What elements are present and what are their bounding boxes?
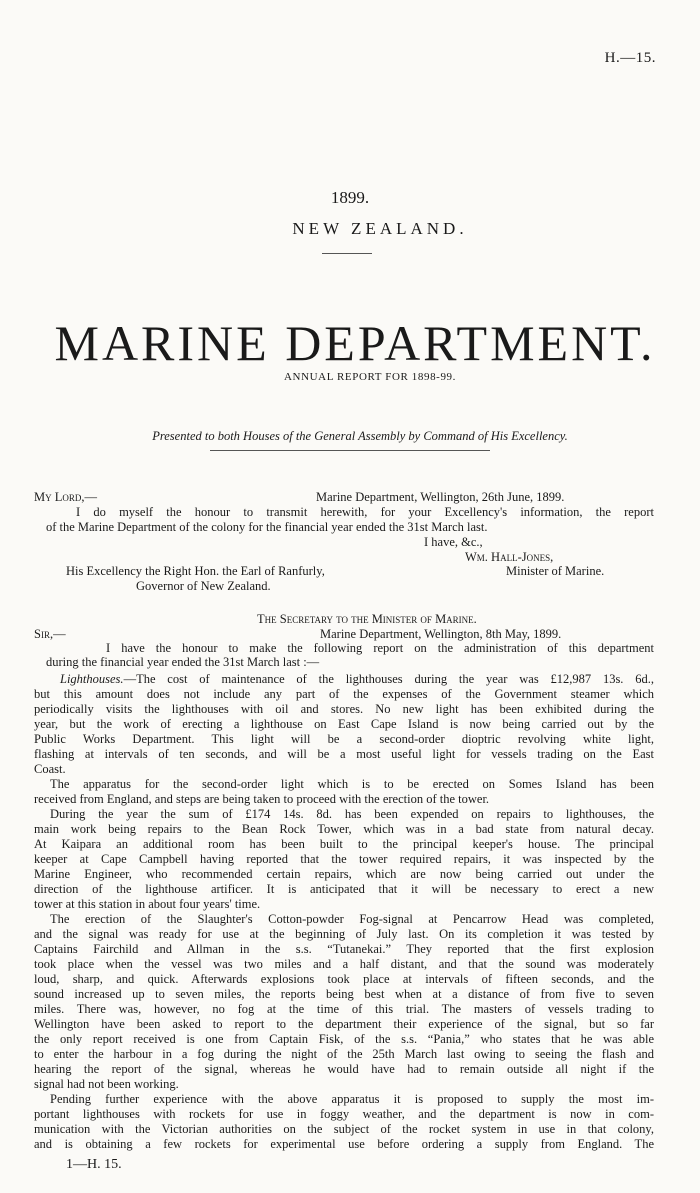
body-line: flashing at intervals of ten seconds, and will be a most useful light for vessels trading on the East xyxy=(34,747,654,761)
body-line: took place when the vessel was two miles and a half distant, and that the sound was moderately xyxy=(34,957,654,971)
body-line: and the signal was ready for use at the beginning of July last. On its completion it was tested by xyxy=(34,927,654,941)
letter1-body-line: I do myself the honour to transmit herewith, for your Excellency's information, the report xyxy=(76,505,654,519)
footer-signature: 1—H. 15. xyxy=(66,1157,122,1172)
body-line: Pending further experience with the above apparatus it is proposed to supply the most im- xyxy=(50,1092,654,1106)
report-subtitle: ANNUAL REPORT FOR 1898-99. xyxy=(283,371,456,383)
body-line: During the year the sum of £174 14s. 8d. has been expended on repairs to lighthouses, the xyxy=(50,807,654,821)
letter1-closing: I have, &c., xyxy=(424,535,483,549)
body-line: The erection of the Slaughter's Cotton-powder Fog-signal at Pencarrow Head was completed, xyxy=(50,912,654,926)
body-line: At Kaipara an additional room has been built to the principal keeper's house. The principal xyxy=(34,837,654,851)
body-line: but this amount does not include any part of the expenses of the Government steamer which xyxy=(34,687,654,701)
letter1-signer: Wm. Hall-Jones, xyxy=(465,550,554,564)
department-title: MARINE DEPARTMENT. xyxy=(54,315,656,371)
body-line: portant lighthouses with rockets for use in foggy weather, and the department is now in com- xyxy=(34,1107,654,1121)
presented-note: Presented to both Houses of the General Assembly by Command of His Excellency. xyxy=(152,429,568,443)
long-divider xyxy=(210,450,490,451)
body-line: munication with the Victorian authorities on the subject of the rocket system in use in that colony, xyxy=(34,1122,654,1136)
body-line: tower at this station in about four years' time. xyxy=(34,897,261,911)
body-line: The apparatus for the second-order light which is to be erected on Somes Island has been xyxy=(50,777,654,791)
body-line: main work being repairs to the Bean Rock Tower, which was in a bad state from natural decay. xyxy=(34,822,654,836)
body-line: year, but the work of erecting a lighthouse on East Cape Island is now being carried out by the xyxy=(34,717,654,731)
body-line: loud, sharp, and quick. Afterwards explosions took place at intervals of fifteen seconds, and the xyxy=(34,972,654,986)
report-year: 1899. xyxy=(330,188,370,207)
letter2-address: Marine Department, Wellington, 8th May, 1899. xyxy=(320,627,562,641)
body-line: hearing the report of the signal, whereas he would have had to remain outside all night if the xyxy=(34,1062,654,1076)
letter1-salutation: My Lord,— xyxy=(34,490,98,504)
body-line: Lighthouses.—The cost of maintenance of the lighthouses during the year was £12,987 13s. 6d., xyxy=(60,672,654,686)
body-line: keeper at Cape Campbell having reported that the tower required repairs, it was inspected by the xyxy=(34,852,654,866)
letter2-salutation: Sir,— xyxy=(34,627,66,641)
body-line: to enter the harbour in a fog during the night of the 25th March last owing to seeing the flash and xyxy=(34,1047,654,1061)
body-line: sound increased up to seven miles, the reports being best when at a distance of from five to seven xyxy=(34,987,654,1001)
body-line: I have the honour to make the following report on the administration of this department xyxy=(106,641,654,655)
letter1-recipient: His Excellency the Right Hon. the Earl of Ranfurly, xyxy=(66,564,325,578)
body-line: and is obtaining a few rockets for experimental use before ordering a supply from England. The xyxy=(34,1137,654,1151)
body-line: Marine Engineer, who recommended certain repairs, which are now being carried out under the xyxy=(34,867,654,881)
body-line: signal had not been working. xyxy=(34,1077,179,1091)
body-line: the only report received is one from Captain Fisk, of the s.s. “Pania,” who states that he was able xyxy=(34,1032,654,1046)
page-reference: H.—15. xyxy=(604,50,656,66)
country-heading: NEW ZEALAND. xyxy=(292,219,468,238)
body-line: Captains Fairchild and Allman in the s.s. “Tutanekai.” They reported that the first explosion xyxy=(34,942,654,956)
body-line: miles. There was, however, no fog at the time of this trial. The masters of vessels trading to xyxy=(34,1002,654,1016)
body-line: Coast. xyxy=(34,762,66,776)
letter1-address: Marine Department, Wellington, 26th June, 1899. xyxy=(316,490,565,504)
short-divider xyxy=(322,253,372,254)
letter1-body-line: of the Marine Department of the colony for the financial year ended the 31st March last. xyxy=(46,520,488,534)
body-line: direction of the lighthouse artificer. It is anticipated that it will be necessary to erect a new xyxy=(34,882,654,896)
body-line: during the financial year ended the 31st March last :— xyxy=(46,655,320,669)
body-line: Wellington have been asked to report to the department their experience of the signal, but so far xyxy=(34,1017,654,1031)
body-line: Public Works Department. This light will be a second-order dioptric revolving white light, xyxy=(34,732,654,746)
body-line: received from England, and steps are being taken to proceed with the erection of the tower. xyxy=(34,792,490,806)
letter1-signer-title: Minister of Marine. xyxy=(506,564,605,578)
letter2-heading: The Secretary to the Minister of Marine. xyxy=(257,612,477,626)
body-line: periodically visits the lighthouses with oil and stores. No new light has been exhibited during the xyxy=(34,702,654,716)
letter1-recipient: Governor of New Zealand. xyxy=(136,579,271,593)
